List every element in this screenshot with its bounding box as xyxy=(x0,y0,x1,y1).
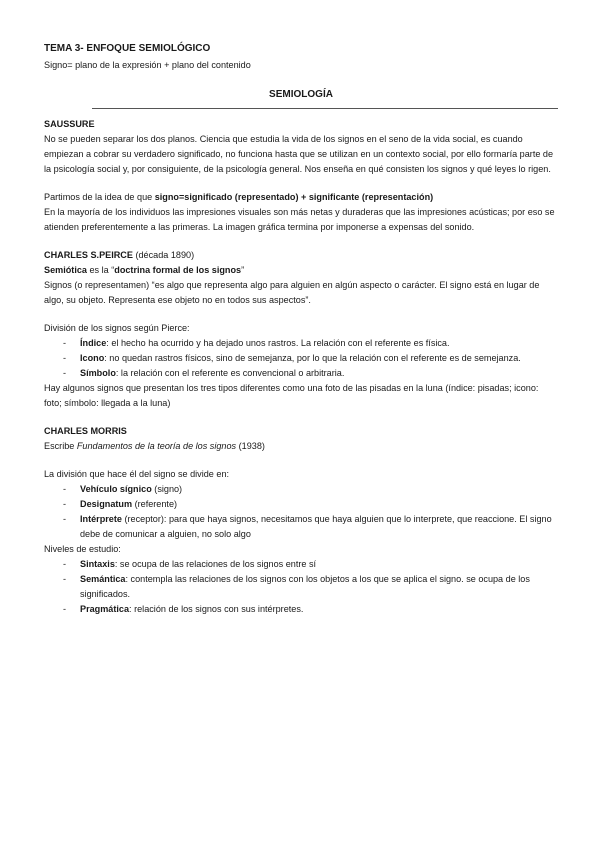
list-item-text: (receptor): para que haya signos, necesitamos que haya alguien que lo interprete, que reaccione. El signo debe de comunicar a alguien, no solo algo xyxy=(80,514,552,539)
peirce-heading-line xyxy=(44,248,558,263)
list-dash: - xyxy=(63,338,67,348)
peirce-semiotica-end: ” xyxy=(241,265,245,275)
saussure-idea xyxy=(44,190,558,205)
peirce-semiotica-line xyxy=(44,263,558,278)
saussure-idea-prefix: Partimos de la idea de que xyxy=(44,192,155,202)
peirce-semiotica-term: Semiótica xyxy=(44,265,87,275)
morris-book-year: (1938) xyxy=(236,441,265,451)
peirce-semiotica-mid: es la “ xyxy=(86,265,115,275)
list-item-term: Intérprete xyxy=(80,514,122,524)
list-item xyxy=(44,366,558,381)
list-item-term: Semántica xyxy=(80,574,126,584)
document-content xyxy=(44,41,558,617)
list-dash: - xyxy=(63,353,67,363)
list-item-text: : no quedan rastros físicos, sino de semejanza, por lo que la relación con el referente es de semejanza. xyxy=(104,353,521,363)
list-item-text: : contempla las relaciones de los signos con los objetos a los que se aplica el signo. se ocupa de los significados. xyxy=(80,574,530,599)
peirce-heading: CHARLES S.PEIRCE xyxy=(44,250,133,260)
document-subtitle: Signo= plano de la expresión + plano del contenido xyxy=(44,60,251,70)
list-item xyxy=(44,482,558,497)
morris-book-prefix: Escribe xyxy=(44,441,77,451)
list-dash: - xyxy=(63,574,67,584)
list-dash: - xyxy=(63,484,67,494)
list-item-term: Vehículo sígnico xyxy=(80,484,152,494)
morris-levels-intro: Niveles de estudio: xyxy=(44,544,121,554)
peirce-division-intro: División de los signos según Pierce: xyxy=(44,323,190,333)
section-title: SEMIOLOGÍA xyxy=(269,89,333,100)
list-item-text: : se ocupa de las relaciones de los signos entre sí xyxy=(114,559,317,569)
list-item-text: (signo) xyxy=(151,484,183,494)
peirce-semiotica-bold: doctrina formal de los signos xyxy=(114,265,242,275)
list-dash: - xyxy=(63,368,67,378)
peirce-definition: Signos (o representamen) “es algo que representa algo para alguien en algún aspecto o carácter. El signo está en lugar de algo, su objeto. Representa ese objeto no en todos sus aspectos”. xyxy=(44,280,540,305)
list-item-term: Pragmática xyxy=(80,604,130,614)
list-item-text: : relación de los signos con sus intérpretes. xyxy=(129,604,304,614)
peirce-heading-note: (década 1890) xyxy=(132,250,195,260)
list-dash: - xyxy=(63,499,67,509)
document-title: TEMA 3- ENFOQUE SEMIOLÓGICO xyxy=(44,43,211,54)
morris-heading: CHARLES MORRIS xyxy=(44,426,127,436)
morris-book-line xyxy=(44,439,558,454)
list-item-term: Sintaxis xyxy=(80,559,115,569)
list-item xyxy=(44,512,558,542)
list-item xyxy=(44,336,558,351)
list-item xyxy=(44,497,558,512)
saussure-paragraph-2: En la mayoría de los individuos las impresiones visuales son más netas y duraderas que las impresiones acústicas; por eso se atienden preferentemente a las primeras. La imagen gráfica termina por imponerse a expensas del sonido. xyxy=(44,207,555,232)
list-item-term: Índice xyxy=(80,338,107,348)
list-item-text: : el hecho ha ocurrido y ha dejado unos rastros. La relación con el referente es física. xyxy=(106,338,450,348)
morris-division-intro: La división que hace él del signo se divide en: xyxy=(44,469,230,479)
peirce-sign-list xyxy=(44,336,558,381)
list-item-text: (referente) xyxy=(132,499,178,509)
morris-book-title: Fundamentos de la teoría de los signos xyxy=(76,441,237,451)
saussure-paragraph: No se pueden separar los dos planos. Ciencia que estudia la vida de los signos en el seno de la vida social, es cuando empiezan a cobrar su verdadero significado, no funciona hasta que se utilizan en un contexto social, por ello formaría parte de la psicología social y, por consiguiente, de la psicología general. Nos enseña en qué consisten los signos y qué leyes lo rigen. xyxy=(44,134,554,174)
saussure-heading: SAUSSURE xyxy=(44,119,95,129)
list-item-term: Icono xyxy=(80,353,105,363)
list-item-term: Designatum xyxy=(80,499,133,509)
list-item-text: : la relación con el referente es convencional o arbitraria. xyxy=(115,368,345,378)
morris-division-list xyxy=(44,482,558,542)
saussure-idea-formula: signo=significado (representado) + significante (representación) xyxy=(154,192,434,202)
list-dash: - xyxy=(63,514,67,524)
morris-levels-list xyxy=(44,557,558,617)
peirce-example: Hay algunos signos que presentan los tres tipos diferentes como una foto de las pisadas en la luna (índice: pisadas; icono: foto; símbolo: llegada a la luna) xyxy=(44,383,539,408)
list-item xyxy=(44,572,558,602)
list-item xyxy=(44,602,558,617)
list-item xyxy=(44,557,558,572)
list-item-term: Símbolo xyxy=(80,368,116,378)
list-item xyxy=(44,351,558,366)
list-dash: - xyxy=(63,559,67,569)
list-dash: - xyxy=(63,604,67,614)
